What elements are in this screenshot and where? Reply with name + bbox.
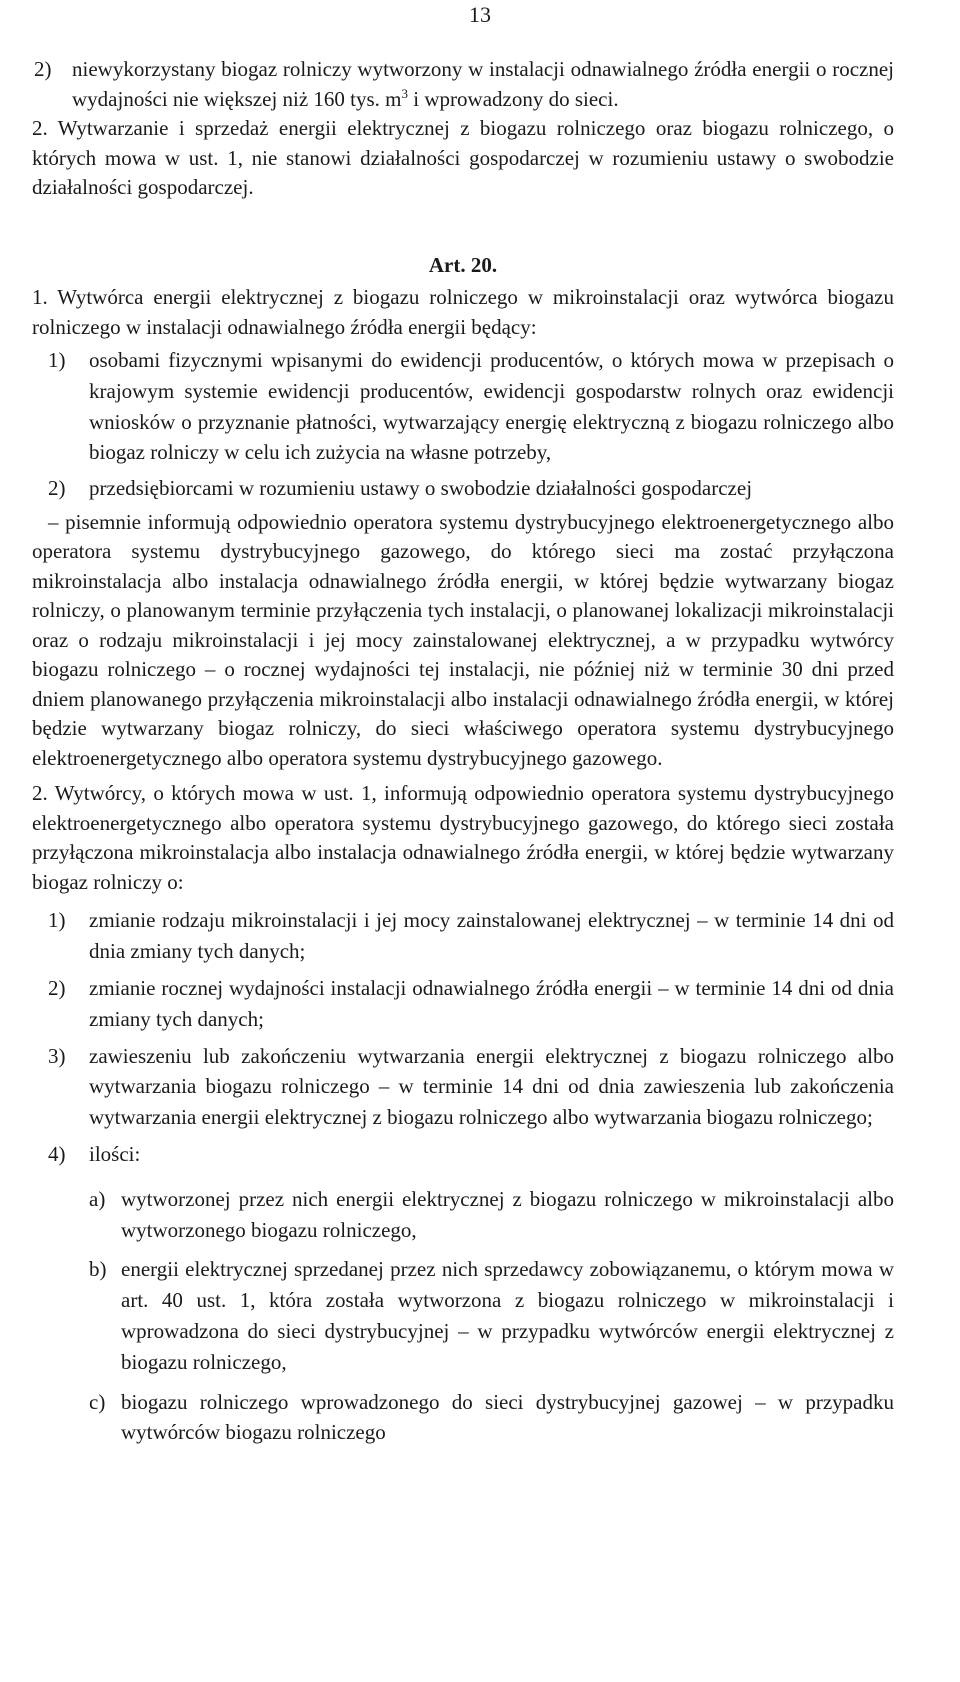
list-item-text: ilości: [89, 1142, 141, 1167]
list-item-number: 2) [48, 476, 66, 501]
list-item [32, 1254, 894, 1377]
list-item-number: 1) [48, 348, 66, 372]
superscript: 3 [401, 85, 409, 101]
list-item-number: 3) [48, 1043, 66, 1068]
list-item [32, 1184, 894, 1246]
list-item-text: zmianie rodzaju mikroinstalacji i jej mocy zainstalowanej elektrycznej – w terminie 14 dni od dnia zmiany tych danych; [89, 908, 894, 964]
paragraph: – pisemnie informują odpowiednio operatora systemu dystrybucyjnego elektroenergetycznego albo operatora systemu dystrybucyjnego gazowego, do którego sieci ma zostać przyłączona mikroinstalacja albo instalacja odnawialnego źródła energii, w której będzie wytwarzany biogaz rolniczy, o planowanym terminie przyłączenia tych instalacji, o planowanej lokalizacji mikroinstalacji oraz o rodzaju mikroinstalacji i jej mocy zainstalowanej elektrycznej, a w przypadku wytwórcy biogazu rolniczego – o rocznej wydajności tej instalacji, nie później niż w terminie 30 dni przed dniem planowanego przyłączenia mikroinstalacji albo instalacji odnawialnego źródła energii, w której będzie wytwarzany biogaz rolniczy, do sieci właściwego operatora systemu dystrybucyjnego elektroenergetycznego albo operatora systemu dystrybucyjnego gazowego. [32, 509, 894, 770]
list-item-text: zawieszeniu lub zakończeniu wytwarzania energii elektrycznej z biogazu rolniczego albo wytwarzania biogazu rolniczego – w terminie 14 dni od dnia zawieszenia lub zakończenia wytwarzania energii elektrycznej z biogazu rolniczego albo wytwarzania biogazu rolniczego; [89, 1043, 894, 1130]
paragraph: 2. Wytwarzanie i sprzedaż energii elektrycznej z biogazu rolniczego oraz biogazu rolniczego, o których mowa w ust. 1, nie stanowi działalności gospodarczej w rozumieniu ustawy o swobodzie działalności gospodarczej. [32, 116, 894, 199]
paragraph: 2. Wytwórcy, o których mowa w ust. 1, informują odpowiednio operatora systemu dystrybucyjnego elektroenergetycznego albo operatora systemu dystrybucyjnego gazowego, do którego sieci została przyłączona mikroinstalacja albo instalacja odnawialnego źródła energii, w której będzie wytwarzany biogaz rolniczy o: [32, 781, 894, 894]
list-item-text: zmianie rocznej wydajności instalacji odnawialnego źródła energii – w terminie 14 dni od dnia zmiany tych danych; [89, 976, 894, 1031]
article-title: Art. 20. [428, 252, 498, 277]
list-item-text: biogazu rolniczego wprowadzonego do sieci dystrybucyjnej gazowej – w przypadku wytwórców biogazu rolniczego [121, 1389, 894, 1445]
list-item-letter: c) [89, 1389, 106, 1414]
list-item-number: 2) [34, 57, 52, 81]
list-item [32, 905, 894, 967]
list-item [32, 1041, 894, 1133]
list-item-text: wytworzonej przez nich energii elektrycznej z biogazu rolniczego w mikroinstalacji albo wytworzonego biogazu rolniczego, [121, 1186, 894, 1242]
list-item [32, 345, 894, 468]
paragraph: 1. Wytwórca energii elektrycznej z biogazu rolniczego w mikroinstalacji oraz wytwórca biogazu rolniczego w instalacji odnawialnego źródła energii będący: [32, 285, 894, 339]
list-item-letter: a) [89, 1186, 106, 1211]
list-item-letter: b) [89, 1257, 107, 1282]
list-item-text: energii elektrycznej sprzedanej przez nich sprzedawcy zobowiązanemu, o którym mowa w art. 40 ust. 1, która została wytworzona z biogazu rolniczego w mikroinstalacji i wprowadzona do sieci dystrybucyjnej – w przypadku wytwórców energii elektrycznej z biogazu rolniczego, [121, 1257, 894, 1374]
list-item-text: niewykorzystany biogaz rolniczy wytworzony w instalacji odnawialnego źródła energii o rocznej wydajności nie większej niż 160 tys. $m^3$ i wprowadzony do sieci. [72, 57, 894, 111]
list-item-number: 2) [48, 976, 66, 1001]
list-item [32, 973, 894, 1035]
list-item-text: osobami fizycznymi wpisanymi do ewidencji producentów, o których mowa w przepisach o krajowym systemie ewidencji producentów, ewidencji gospodarstw rolnych oraz ewidencji wniosków o przyznanie płatności, wytwarzający energię elektryczną z biogazu rolniczego albo biogaz rolniczy w celu ich zużycia na własne potrzeby, [89, 348, 894, 465]
list-item [32, 1139, 894, 1170]
list-item [32, 55, 894, 114]
document-body [32, 55, 894, 1448]
list-item [32, 473, 894, 504]
list-item-number: 4) [48, 1142, 66, 1167]
list-item-number: 1) [48, 908, 66, 933]
list-item [32, 1387, 894, 1449]
page-number: 13 [469, 2, 491, 27]
list-item-text: przedsiębiorcami w rozumieniu ustawy o swobodzie działalności gospodarczej [89, 476, 753, 501]
